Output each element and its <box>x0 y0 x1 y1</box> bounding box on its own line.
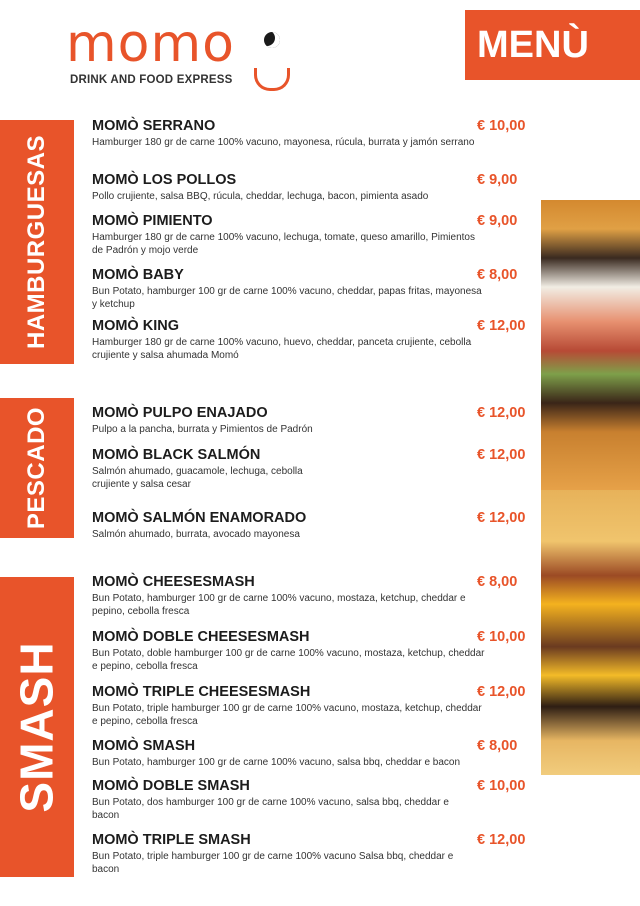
item-description: Bun Potato, dos hamburger 100 gr de carne 100% vacuno, salsa bbq, cheddar e bacon <box>92 797 449 821</box>
item-description: Bun Potato, triple hamburger 100 gr de carne 100% vacuno, mostaza, ketchup, cheddar e pepino, cebolla fresca <box>92 703 482 727</box>
logo-tagline: DRINK AND FOOD EXPRESS <box>70 74 233 86</box>
logo-wordmark: momo <box>66 14 235 74</box>
menu-item <box>92 574 537 618</box>
item-price: € 12,00 <box>477 684 526 700</box>
item-price: € 10,00 <box>477 629 526 645</box>
section-title: SMASH <box>11 641 63 813</box>
item-price: € 12,00 <box>477 318 526 334</box>
menu-item <box>92 447 537 491</box>
item-name: MOMÒ SERRANO <box>92 118 216 134</box>
item-description: Hamburger 180 gr de carne 100% vacuno, mayonesa, rúcula, burrata y jamón serrano <box>92 137 475 148</box>
section-title: HAMBURGUESAS <box>23 134 51 350</box>
section-tab-hamburguesas <box>0 120 74 364</box>
item-description: Pulpo a la pancha, burrata y Pimientos de Padrón <box>92 424 313 435</box>
item-description: Salmón ahumado, burrata, avocado mayonesa <box>92 529 300 540</box>
section-tab-pescado <box>0 398 74 538</box>
item-name: MOMÒ BLACK SALMÓN <box>92 447 261 463</box>
item-price: € 12,00 <box>477 510 526 526</box>
item-price: € 8,00 <box>477 738 518 754</box>
item-price: € 12,00 <box>477 447 526 463</box>
item-price: € 12,00 <box>477 405 526 421</box>
item-description: Bun Potato, triple hamburger 100 gr de carne 100% vacuno Salsa bbq, cheddar e bacon <box>92 851 454 875</box>
menu-item <box>92 213 537 257</box>
item-price: € 9,00 <box>477 172 518 188</box>
item-price: € 10,00 <box>477 778 526 794</box>
item-name: MOMÒ PIMIENTO <box>92 213 213 229</box>
item-price: € 10,00 <box>477 118 526 134</box>
item-name: MOMÒ DOBLE SMASH <box>92 778 250 794</box>
item-description: Bun Potato, hamburger 100 gr de carne 100% vacuno, cheddar, papas fritas, mayonesa y ketchup <box>92 286 482 310</box>
item-description: Pollo crujiente, salsa BBQ, rúcula, cheddar, lechuga, bacon, pimienta asado <box>92 191 429 202</box>
item-price: € 9,00 <box>477 213 518 229</box>
item-price: € 8,00 <box>477 574 518 590</box>
item-name: MOMÒ BABY <box>92 267 184 283</box>
item-name: MOMÒ TRIPLE CHEESESMASH <box>92 684 311 700</box>
item-name: MOMÒ DOBLE CHEESESMASH <box>92 629 310 645</box>
item-price: € 12,00 <box>477 832 526 848</box>
menu-item <box>92 629 537 673</box>
burger-photo <box>541 200 640 490</box>
menu-item <box>92 405 537 436</box>
item-description: Salmón ahumado, guacamole, lechuga, cebolla crujiente y salsa cesar <box>92 466 303 490</box>
section-title: PESCADO <box>23 406 50 530</box>
item-name: MOMÒ CHEESESMASH <box>92 574 255 590</box>
item-name: MOMÒ LOS POLLOS <box>92 172 237 188</box>
item-name: MOMÒ KING <box>92 318 179 334</box>
menu-item <box>92 738 537 769</box>
item-name: MOMÒ TRIPLE SMASH <box>92 832 251 848</box>
item-description: Hamburger 180 gr de carne 100% vacuno, huevo, cheddar, panceta crujiente, cebolla crujiente y salsa ahumada Momó <box>92 337 472 361</box>
item-description: Hamburger 180 gr de carne 100% vacuno, lechuga, tomate, queso amarillo, Pimientos de Padrón y mojo verde <box>92 232 475 256</box>
item-description: Bun Potato, hamburger 100 gr de carne 100% vacuno, salsa bbq, cheddar e bacon <box>92 757 461 768</box>
item-name: MOMÒ SMASH <box>92 738 196 754</box>
menu-item <box>92 510 537 541</box>
menu-title: MENÙ <box>465 10 640 80</box>
menu-item <box>92 172 537 203</box>
logo-hook-icon <box>254 68 290 91</box>
brand-logo <box>66 14 296 90</box>
menu-item <box>92 318 537 362</box>
item-price: € 8,00 <box>477 267 518 283</box>
menu-item <box>92 267 537 311</box>
crescent-moon-icon <box>264 32 280 48</box>
smash-burger-photo <box>541 490 640 775</box>
item-name: MOMÒ PULPO ENAJADO <box>92 405 268 421</box>
menu-item <box>92 832 537 876</box>
item-name: MOMÒ SALMÓN ENAMORADO <box>92 510 307 526</box>
item-description: Bun Potato, hamburger 100 gr de carne 100% vacuno, mostaza, ketchup, cheddar e pepino, cebolla fresca <box>92 593 466 617</box>
menu-item <box>92 118 537 149</box>
item-description: Bun Potato, doble hamburger 100 gr de carne 100% vacuno, mostaza, ketchup, cheddar e pepino, cebolla fresca <box>92 648 485 672</box>
section-tab-smash <box>0 577 74 877</box>
menu-item <box>92 684 537 728</box>
menu-item <box>92 778 537 822</box>
